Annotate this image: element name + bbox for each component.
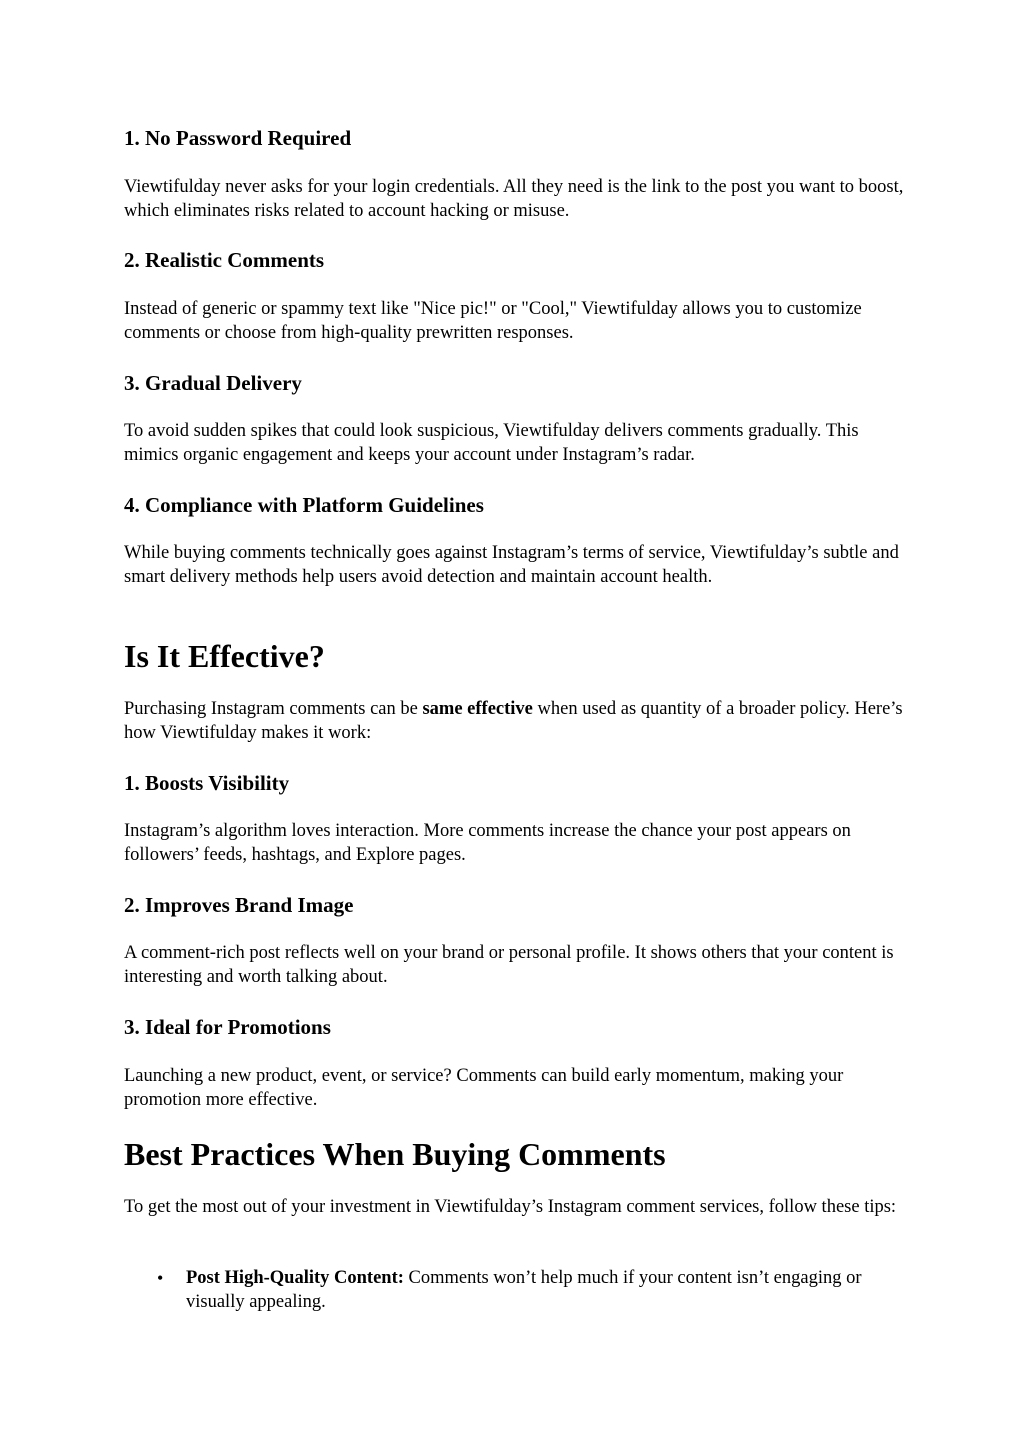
heading-improves-brand-image: 2. Improves Brand Image (124, 893, 354, 917)
paragraph-boosts-visibility: Instagram’s algorithm loves interaction. More comments increase the chance your post appears on followers’ feeds, hashtags, and Explore pages. (124, 821, 851, 865)
bullet-icon: • (157, 1268, 164, 1288)
list-item-bold: Post High-Quality Content: (186, 1268, 404, 1288)
list-item (124, 1266, 914, 1314)
paragraph-gradual-delivery: To avoid sudden spikes that could look suspicious, Viewtifulday delivers comments gradually. This mimics organic engagement and keeps your account under Instagram’s radar. (124, 421, 859, 465)
heading-compliance: 4. Compliance with Platform Guidelines (124, 493, 484, 517)
effective-text-pre: Purchasing Instagram comments can be (124, 699, 423, 719)
heading-ideal-for-promotions: 3. Ideal for Promotions (124, 1015, 331, 1039)
paragraph-is-it-effective (124, 697, 914, 745)
best-practices-list (124, 1266, 914, 1314)
paragraph-compliance: While buying comments technically goes against Instagram’s terms of service, Viewtifulday’s subtle and smart delivery methods help users avoid detection and maintain account health. (124, 543, 899, 587)
heading-realistic-comments: 2. Realistic Comments (124, 248, 325, 272)
heading-is-it-effective: Is It Effective? (124, 638, 325, 674)
effective-text-post: when used as quantity of a broader policy. Here’s how Viewtifulday makes it work: (124, 699, 903, 743)
paragraph-improves-brand-image: A comment-rich post reflects well on your brand or personal profile. It shows others that your content is interesting and worth talking about. (124, 943, 894, 987)
heading-boosts-visibility: 1. Boosts Visibility (124, 771, 290, 795)
list-item-text: Comments won’t help much if your content isn’t engaging or visually appealing. (186, 1268, 862, 1312)
paragraph-best-practices: To get the most out of your investment in Viewtifulday’s Instagram comment services, follow these tips: (124, 1197, 897, 1217)
heading-no-password-required: 1. No Password Required (124, 126, 352, 150)
heading-best-practices: Best Practices When Buying Comments (124, 1136, 666, 1172)
paragraph-no-password-required: Viewtifulday never asks for your login credentials. All they need is the link to the post you want to boost, which eliminates risks related to account hacking or misuse. (124, 177, 904, 221)
paragraph-ideal-for-promotions: Launching a new product, event, or service? Comments can build early momentum, making your promotion more effective. (124, 1066, 844, 1110)
effective-text-bold: same effective (422, 699, 533, 719)
paragraph-realistic-comments: Instead of generic or spammy text like "Nice pic!" or "Cool," Viewtifulday allows you to customize comments or choose from high-quality prewritten responses. (124, 299, 862, 343)
heading-gradual-delivery: 3. Gradual Delivery (124, 371, 302, 395)
